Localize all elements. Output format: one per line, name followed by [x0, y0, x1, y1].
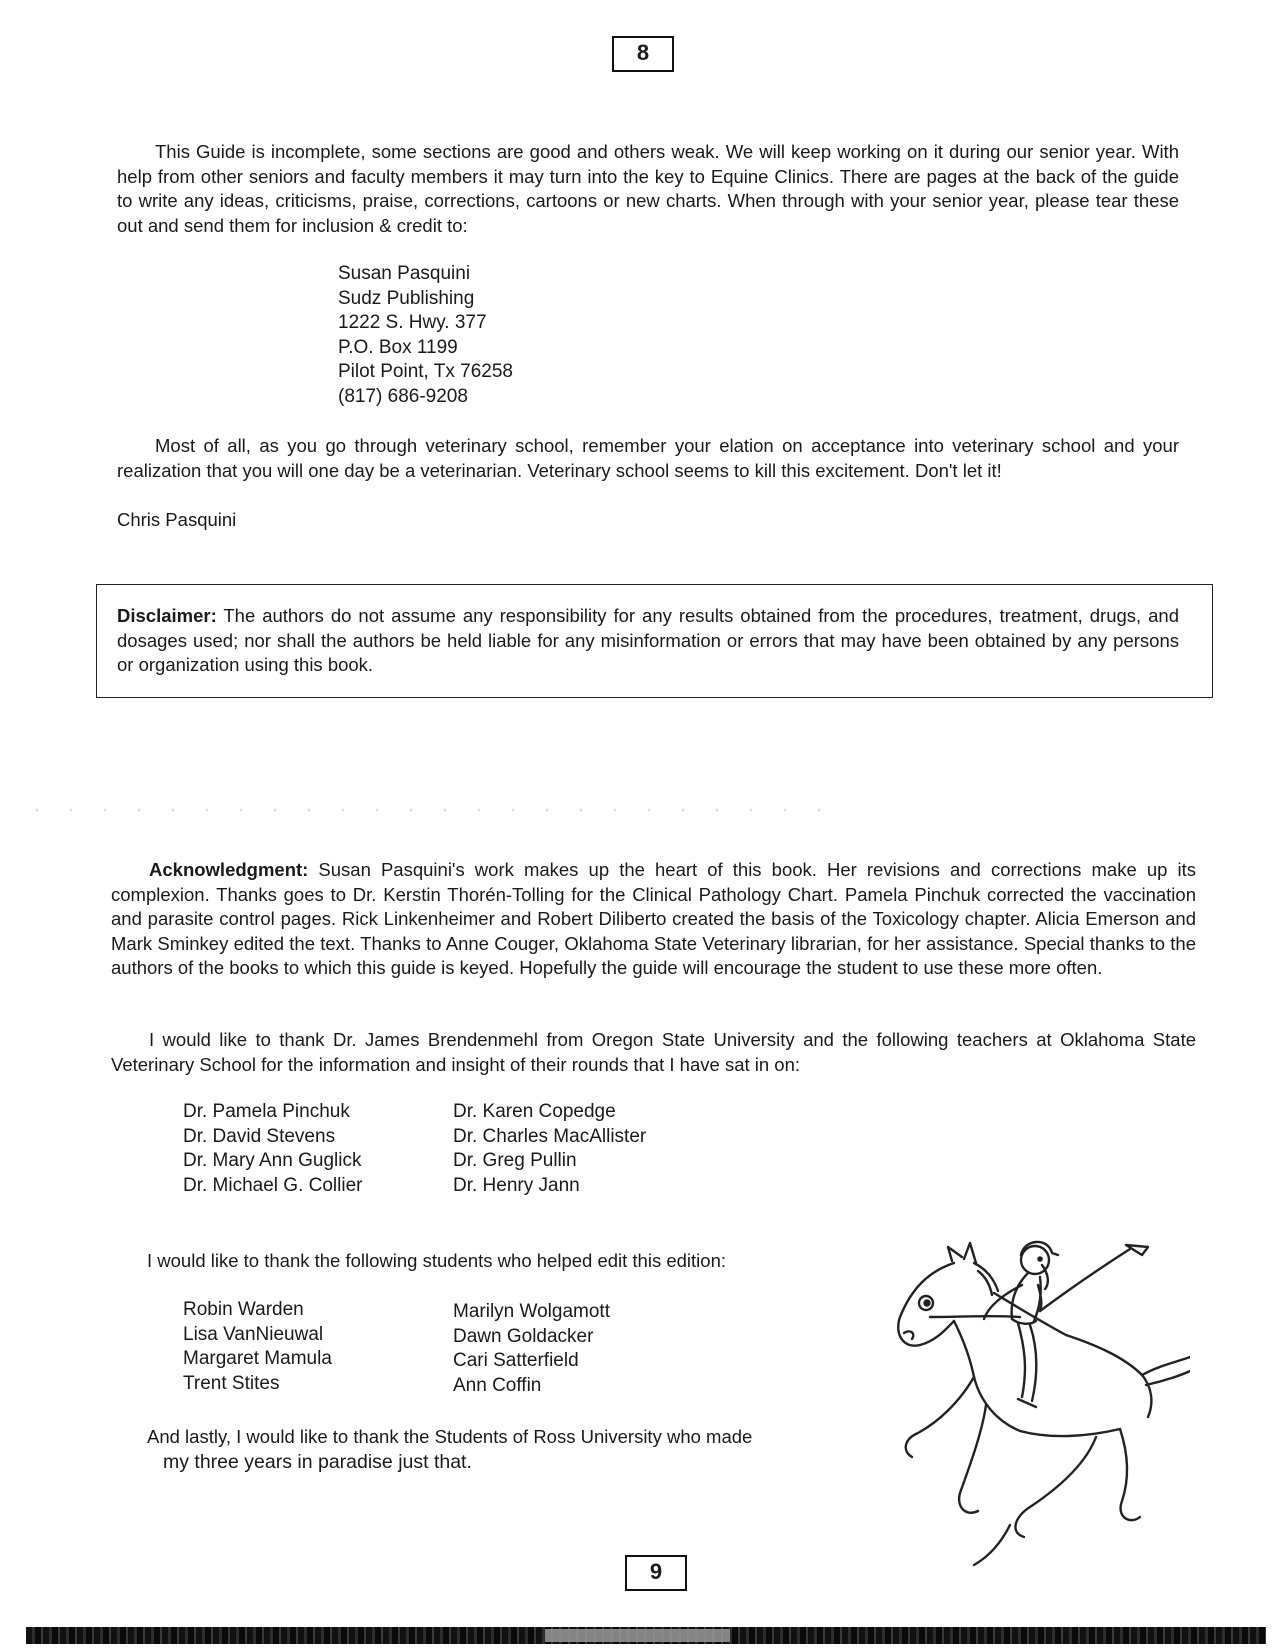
- teachers-list-right: [453, 1100, 646, 1198]
- address-line: (817) 686-9208: [338, 385, 468, 407]
- address-line: Susan Pasquini: [338, 263, 471, 284]
- address-line: 1222 S. Hwy. 377: [338, 312, 487, 333]
- thanks-students-line: I would like to thank the following students who helped edit this edition:: [147, 1250, 727, 1271]
- list-item: Dr. Karen Copedge: [453, 1101, 616, 1122]
- acknowledgment-label: Acknowledgment:: [149, 859, 309, 880]
- students-list-left: [183, 1298, 332, 1396]
- polo-rider-on-horse-cartoon-icon: [890, 1225, 1190, 1570]
- students-list-right: [453, 1300, 610, 1398]
- elation-paragraph: Most of all, as you go through veterinary school, remember your elation on acceptance into veterinary school and your realization that you will one day be a veterinarian. Veterinary school seems to kill this excitement. Don't let it!: [117, 435, 1179, 481]
- mailing-address: [338, 262, 513, 409]
- list-item: Ann Coffin: [453, 1374, 542, 1396]
- closing-line: And lastly, I would like to thank the Students of Ross University who made: [147, 1426, 753, 1447]
- scan-edge-gap: [545, 1629, 730, 1642]
- list-item: Dr. Michael G. Collier: [183, 1174, 363, 1196]
- list-item: Dr. Henry Jann: [453, 1174, 580, 1196]
- page-number-bottom: 9: [625, 1555, 687, 1591]
- list-item: Marilyn Wolgamott: [453, 1301, 610, 1322]
- list-item: Dawn Goldacker: [453, 1325, 594, 1347]
- list-item: Dr. Mary Ann Guglick: [183, 1150, 362, 1171]
- teachers-list-left: [183, 1100, 363, 1198]
- disclaimer-body: The authors do not assume any responsibility for any results obtained from the procedures, treatment, drugs, and dosages used; nor shall the authors be held liable for any misinformation or errors that may have been obtained by any persons or organization using this book.: [117, 605, 1179, 675]
- thanks-teachers-paragraph: I would like to thank Dr. James Brendenmehl from Oregon State University and the following teachers at Oklahoma State Veterinary School for the information and insight of their rounds that I have sat in on:: [111, 1029, 1196, 1075]
- address-line: Pilot Point, Tx 76258: [338, 361, 513, 382]
- list-item: Cari Satterfield: [453, 1350, 579, 1371]
- scan-artifact-dots: [20, 808, 840, 812]
- acknowledgment-body: Susan Pasquini's work makes up the heart of this book. Her revisions and corrections make up its complexion. Thanks goes to Dr. Kerstin Thorén-Tolling for the Clinical Pathology Chart. Pamela Pinchuk corrected the vaccination and parasite control pages. Rick Linkenheimer and Robert Diliberto created the basis of the Toxicology chapter. Alicia Emerson and Mark Sminkey edited the text. Thanks to Anne Couger, Oklahoma State Veterinary librarian, for her assistance. Special thanks to the authors of the books to which this guide is keyed. Hopefully the guide will encourage the student to use these more often.: [111, 859, 1196, 978]
- list-item: Dr. Charles MacAllister: [453, 1125, 647, 1147]
- list-item: Dr. David Stevens: [183, 1125, 336, 1147]
- disclaimer-text: [117, 604, 1179, 678]
- disclaimer-box: [96, 584, 1213, 698]
- list-item: Robin Warden: [183, 1299, 304, 1320]
- list-item: Dr. Pamela Pinchuk: [183, 1101, 350, 1122]
- disclaimer-label: Disclaimer:: [117, 605, 217, 626]
- page-number-top: 8: [612, 36, 674, 72]
- list-item: Lisa VanNieuwal: [183, 1323, 324, 1345]
- list-item: Margaret Mamula: [183, 1348, 332, 1369]
- closing-line: my three years in paradise just that.: [163, 1450, 472, 1473]
- acknowledgment-paragraph: [111, 858, 1196, 981]
- closing-thanks: [147, 1425, 752, 1474]
- list-item: Dr. Greg Pullin: [453, 1150, 577, 1171]
- address-line: Sudz Publishing: [338, 287, 475, 309]
- intro-paragraph: This Guide is incomplete, some sections are good and others weak. We will keep working on it during our senior year. With help from other seniors and faculty members it may turn into the key to Equine Clinics. There are pages at the back of the guide to write any ideas, criticisms, praise, corrections, cartoons or new charts. When through with your senior year, please tear these out and send them for inclusion & credit to:: [117, 141, 1179, 236]
- signature: Chris Pasquini: [117, 509, 237, 530]
- list-item: Trent Stites: [183, 1372, 280, 1394]
- address-line: P.O. Box 1199: [338, 336, 458, 358]
